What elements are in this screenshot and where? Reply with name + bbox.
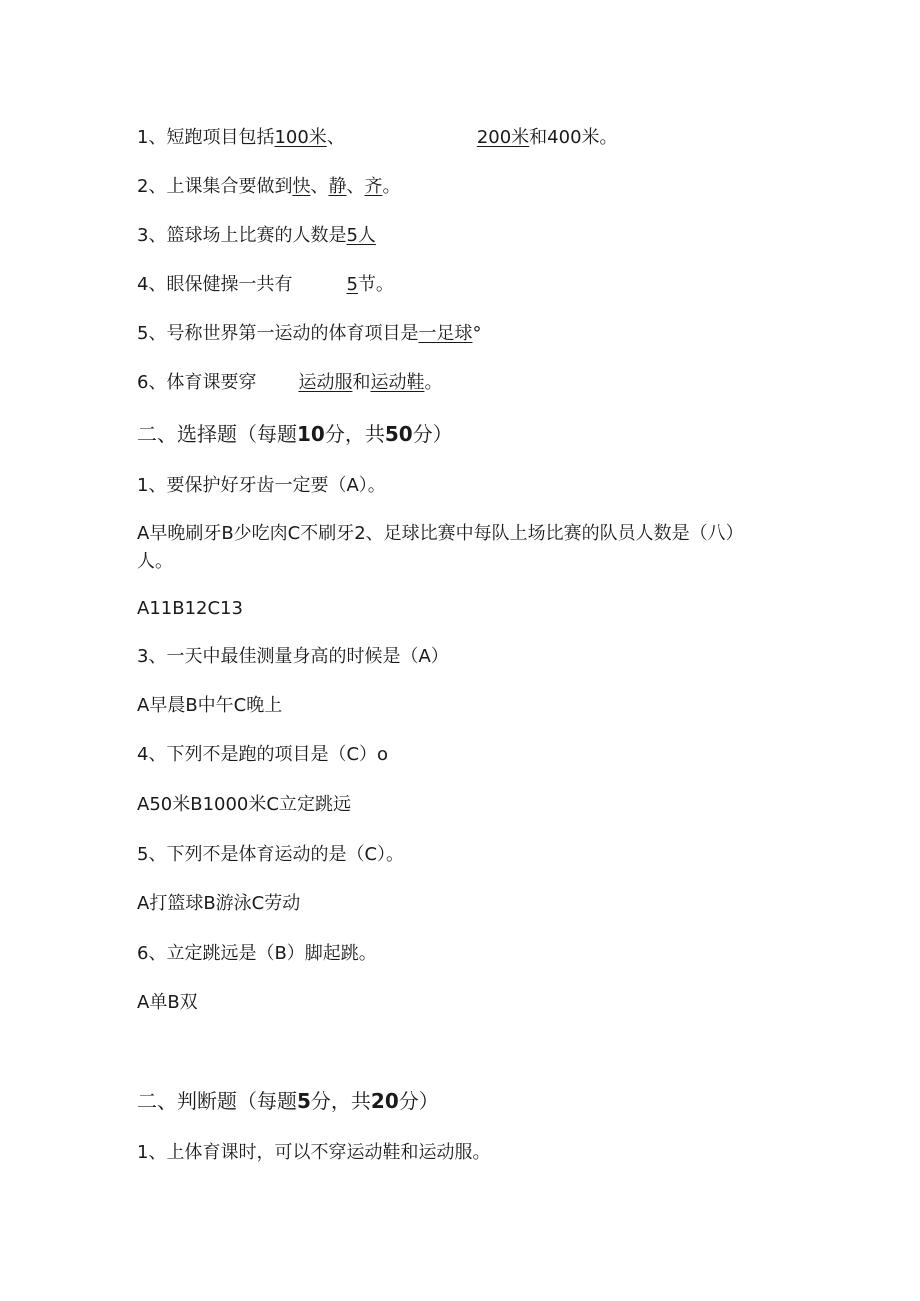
question-number: 5、 xyxy=(137,323,167,344)
answer-blank: 5 xyxy=(346,274,358,295)
answer-blank: 快 xyxy=(292,176,311,197)
answer-text: 400米 xyxy=(547,127,600,148)
question-text: 号称世界第一运动的体育项目是 xyxy=(166,323,419,344)
question-number: 4、 xyxy=(137,274,167,295)
fill-question-3 xyxy=(137,224,376,248)
fill-question-1 xyxy=(137,126,618,150)
connector-text: 和 xyxy=(352,372,371,393)
heading-text: 分，共 xyxy=(324,422,385,446)
answer-blank: 运动服 xyxy=(298,372,353,393)
choice-section-heading xyxy=(137,421,453,447)
question-text: 上课集合要做到 xyxy=(166,176,293,197)
fill-question-5 xyxy=(137,322,481,346)
answer-blank: 静 xyxy=(328,176,347,197)
choice-question-5: 5、下列不是体育运动的是（C）。 xyxy=(137,844,405,865)
heading-points-total: 20 xyxy=(370,1089,399,1113)
answer-blank: 齐 xyxy=(364,176,383,197)
separator: 、 xyxy=(310,176,329,197)
question-number: 3、 xyxy=(137,225,167,246)
question-text: 篮球场上比赛的人数是 xyxy=(166,225,347,246)
end-text: 节。 xyxy=(357,274,394,295)
answer-blank: 运动鞋 xyxy=(370,372,425,393)
question-text: 眼保健操一共有 xyxy=(166,274,293,295)
answer-blank: 一足球 xyxy=(418,323,473,344)
heading-text: 分） xyxy=(398,1089,439,1113)
choice-question-1: 1、要保护好牙齿一定要（A）。 xyxy=(137,475,386,496)
judge-section-heading xyxy=(137,1088,439,1114)
heading-points-total: 50 xyxy=(384,422,413,446)
heading-text: 二、选择题（每题 xyxy=(137,422,297,446)
separator: 、 xyxy=(326,127,345,148)
question-number: 6、 xyxy=(137,372,167,393)
fill-question-4 xyxy=(137,273,394,297)
choice-question-3: 3、一天中最佳测量身高的时候是（A） xyxy=(137,646,449,667)
question-number: 2、 xyxy=(137,176,167,197)
question-text: 体育课要穿 xyxy=(166,372,257,393)
answer-blank: 200米 xyxy=(476,127,530,148)
heading-text: 分，共 xyxy=(310,1089,371,1113)
separator: 、 xyxy=(346,176,365,197)
answer-blank: 100米 xyxy=(274,127,327,148)
choice-question-4: 4、下列不是跑的项目是（C）o xyxy=(137,744,389,765)
heading-text: 分） xyxy=(412,422,453,446)
heading-points-each: 10 xyxy=(297,422,325,446)
choice-question-6: 6、立定跳远是（B）脚起跳。 xyxy=(137,943,377,964)
end-punctuation: ° xyxy=(472,323,482,344)
fill-question-6 xyxy=(137,371,442,395)
choice-options-4: A50米B1000米C立定跳远 xyxy=(137,794,351,815)
judge-question-1: 1、上体育课时，可以不穿运动鞋和运动服。 xyxy=(137,1142,491,1163)
choice-options-1-and-question-2: A早晚刷牙B少吃肉C不刷牙2、足球比赛中每队上场比赛的队员人数是（八）人。 xyxy=(137,523,744,572)
heading-points-each: 5 xyxy=(297,1089,311,1113)
question-text: 短跑项目包括 xyxy=(166,127,275,148)
choice-options-5: A打篮球B游泳C劳动 xyxy=(137,893,301,914)
end-punctuation: 。 xyxy=(599,127,618,148)
connector-text: 和 xyxy=(529,127,548,148)
heading-text: 二、判断题（每题 xyxy=(137,1089,297,1113)
answer-blank: 5人 xyxy=(346,225,376,246)
choice-options-2: A11B12C13 xyxy=(137,598,243,619)
end-punctuation: 。 xyxy=(424,372,443,393)
end-punctuation: 。 xyxy=(382,176,401,197)
choice-options-3: A早晨B中午C晚上 xyxy=(137,695,283,716)
choice-options-6: A单B双 xyxy=(137,992,198,1013)
question-number: 1、 xyxy=(137,127,167,148)
fill-question-2 xyxy=(137,175,400,199)
